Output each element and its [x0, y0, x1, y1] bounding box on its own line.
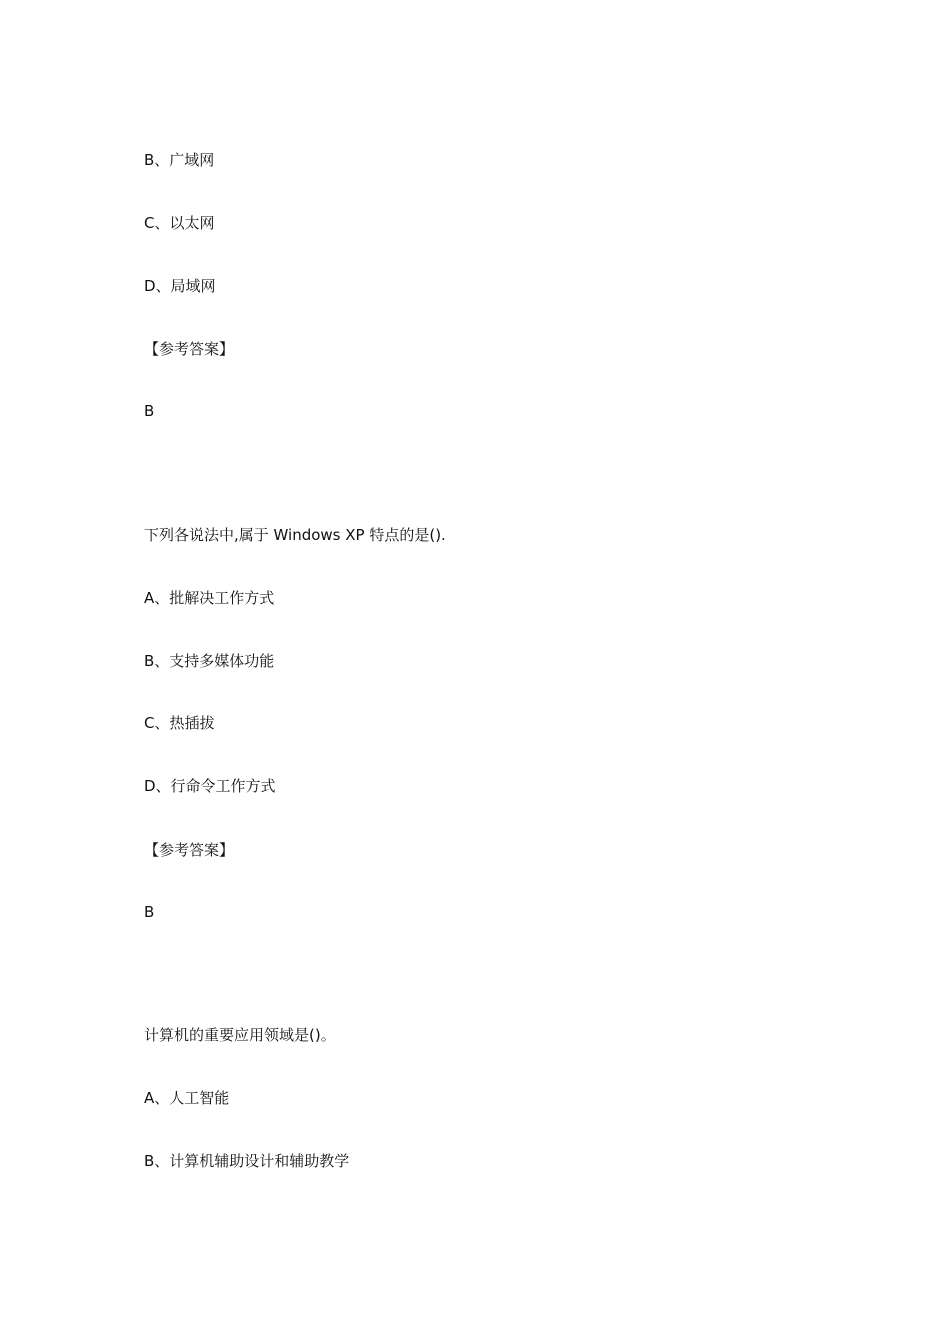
option-d-line: D、局域网	[144, 277, 216, 295]
option-c-line: C、热插拔	[144, 714, 215, 732]
option-b-line: B、支持多媒体功能	[144, 652, 275, 670]
option-b-line: B、计算机辅助设计和辅助教学	[144, 1152, 350, 1170]
answer-value: B	[144, 903, 155, 921]
question-text: 下列各说法中,属于 Windows XP 特点的是().	[144, 526, 446, 544]
option-d-line: D、行命令工作方式	[144, 777, 276, 795]
answer-heading: 【参考答案】	[144, 340, 235, 358]
option-a-line: A、人工智能	[144, 1089, 230, 1107]
question-text: 计算机的重要应用领域是()。	[144, 1026, 336, 1044]
answer-heading: 【参考答案】	[144, 841, 235, 859]
option-c-line: C、以太网	[144, 214, 215, 232]
answer-value: B	[144, 402, 155, 420]
option-b-line: B、广域网	[144, 151, 215, 169]
option-a-line: A、批解决工作方式	[144, 589, 275, 607]
